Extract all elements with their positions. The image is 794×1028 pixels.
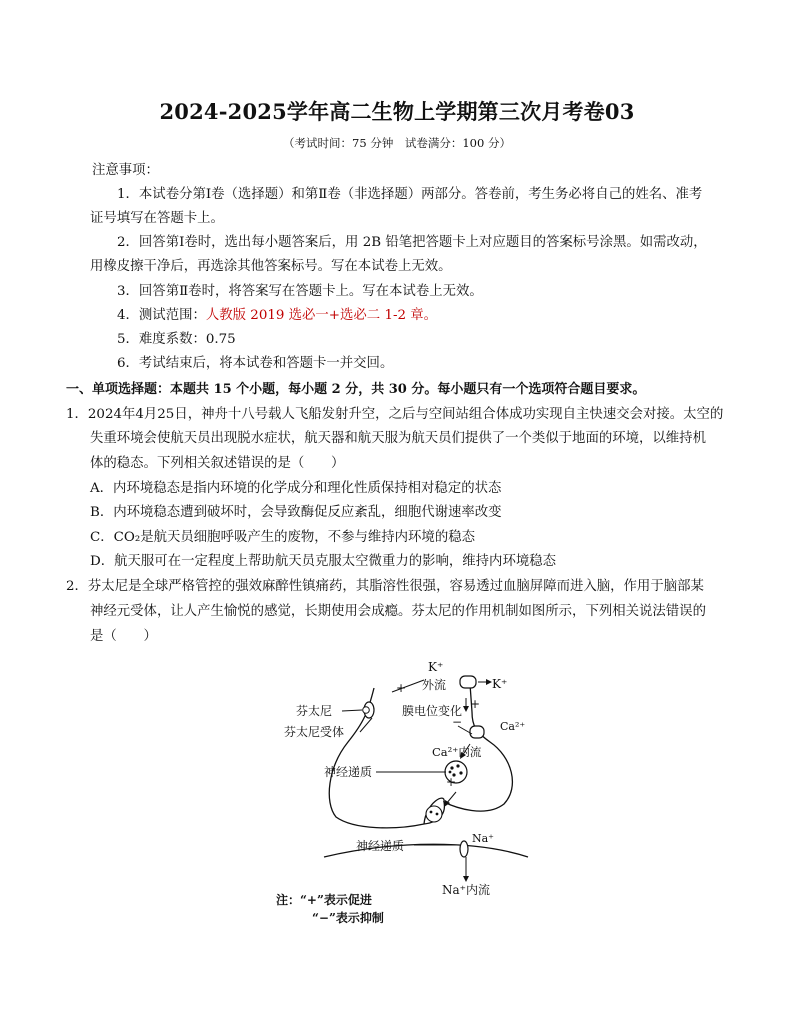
sign-plus-2: + — [470, 697, 481, 711]
sign-minus-1: − — [452, 715, 463, 729]
exam-subtitle: （考试时间：75 分钟 试卷满分：100 分） — [283, 136, 511, 150]
q1-option-d: D．航天服可在一定程度上帮助航天员克服太空微重力的影响，维持内环境稳态 — [90, 554, 557, 569]
label-neurotransmitter-vesicle: 神经递质 — [324, 765, 373, 779]
label-na: Na⁺ — [472, 832, 494, 845]
q1-option-a: A．内环境稳态是指内环境的化学成分和理化性质保持相对稳定的状态 — [90, 481, 502, 496]
section-1-heading: 一、单项选择题：本题共 15 个小题，每小题 2 分，共 30 分。每小题只有一个选项符合题目要求。 — [66, 382, 646, 397]
q1-option-c: C．CO₂是航天员细胞呼吸产生的废物，不参与维持内环境的稳态 — [90, 530, 475, 545]
diagram-note-1: 注：“+”表示促进 — [276, 893, 372, 907]
ca-channel — [470, 726, 484, 738]
label-ca-influx: Ca²⁺内流 — [432, 745, 482, 759]
label-membrane-change: 膜电位变化 — [402, 704, 463, 718]
notice-item-3: 3．回答第Ⅱ卷时，将答案写在答题卡上。写在本试卷上无效。 — [117, 284, 483, 299]
notice-item-2b: 用橡皮擦干净后，再选涂其他答案标号。写在本试卷上无效。 — [90, 259, 452, 274]
label-k-top: K⁺ — [428, 660, 444, 674]
notice-item-1b: 证号填写在答题卡上。 — [90, 211, 224, 226]
k-channel — [460, 676, 476, 688]
label-k-right: K⁺ — [492, 677, 508, 691]
notice-item-6: 6．考试结束后，将本试卷和答题卡一并交回。 — [117, 356, 394, 371]
label-efflux: 外流 — [422, 678, 447, 692]
q1-option-b: B．内环境稳态遭到破坏时，会导致酶促反应紊乱，细胞代谢速率改变 — [90, 505, 502, 520]
release-site — [426, 806, 442, 822]
exam-title: 2024-2025学年高二生物上学期第三次月考卷03 — [159, 99, 635, 124]
q1-stem-a: 1．2024年4月25日，神舟十八号载人飞船发射升空，之后与空间站组合体成功实现自主快速交会对接。太空的 — [66, 407, 724, 422]
notice-item-4 — [117, 307, 437, 325]
fentanyl-mechanism-diagram — [276, 652, 536, 928]
label-neurotransmitter-cleft: 神经递质 — [356, 839, 405, 853]
q2-stem-c: 是（ ） — [90, 629, 157, 644]
notice-heading: 注意事项： — [92, 163, 159, 178]
q2-stem-b: 神经元受体，让人产生愉悦的感觉，长期使用会成瘾。芬太尼的作用机制如图所示，下列相关说法错误的 — [90, 604, 706, 619]
postsynaptic-membrane — [324, 844, 528, 857]
q2-stem-a: 2．芬太尼是全球严格管控的强效麻醉性镇痛药，其脂溶性很强，容易透过血脑屏障而进入脑，作用于脑部某 — [66, 579, 704, 594]
sign-plus-1: + — [396, 681, 407, 695]
notice-item-4-scope: 人教版 2019 选必一+选必二 1-2 章。 — [205, 308, 438, 323]
label-fentanyl: 芬太尼 — [296, 704, 333, 718]
q1-stem-c: 体的稳态。下列相关叙述错误的是（ ） — [90, 456, 345, 471]
notice-item-2a: 2．回答第Ⅰ卷时，选出每小题答案后，用 2B 铅笔把答题卡上对应题目的答案标号涂黑。如需改动， — [117, 235, 707, 250]
label-na-influx: Na⁺内流 — [442, 883, 490, 897]
na-channel — [460, 841, 468, 857]
q1-stem-b: 失重环境会使航天员出现脱水症状，航天器和航天服为航天员们提供了一个类似于地面的环境，以维持机 — [90, 431, 706, 446]
notice-item-4-prefix: 4．测试范围： — [117, 308, 206, 323]
label-fentanyl-receptor: 芬太尼受体 — [284, 725, 345, 739]
notice-item-1a: 1．本试卷分第Ⅰ卷（选择题）和第Ⅱ卷（非选择题）两部分。答卷前，考生务必将自己的姓名、准考 — [117, 187, 703, 202]
notice-item-5: 5．难度系数：0.75 — [117, 332, 236, 347]
fentanyl-molecule — [363, 707, 370, 714]
diagram-note-2: “−”表示抑制 — [312, 911, 384, 925]
sign-plus-3: + — [446, 775, 457, 789]
label-ca: Ca²⁺ — [500, 720, 526, 733]
